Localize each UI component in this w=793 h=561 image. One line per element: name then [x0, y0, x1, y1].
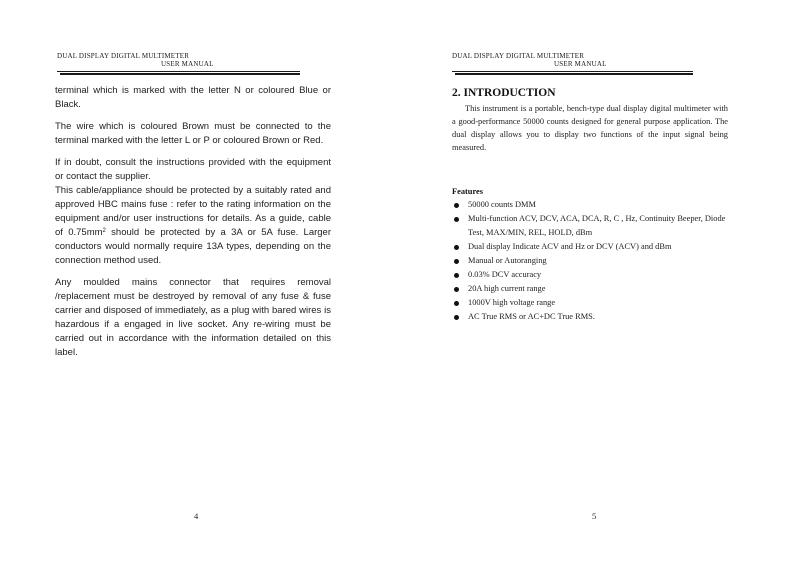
- paragraph-fuse-protection: [55, 184, 331, 268]
- header-rule-thick: [60, 73, 300, 75]
- feature-text: Multi-function ACV, DCV, ACA, DCA, R, C , Hz, Continuity Beeper, Diode Test, MAX/MIN, REL, HOLD, dBm: [468, 214, 726, 237]
- list-item: [452, 254, 728, 268]
- fuse-text-tail: should be protected by a 3A or 5A fuse. Larger conductors would normally require 13A types, depending on the connection method used.: [55, 227, 332, 266]
- superscript-2: 2: [102, 228, 106, 234]
- paragraph-if-in-doubt: If in doubt, consult the instructions provided with the equipment or contact the supplier.: [55, 157, 331, 182]
- section-title: 2. INTRODUCTION: [452, 87, 556, 99]
- list-item: [452, 282, 728, 296]
- feature-text: 20A high current range: [468, 284, 546, 293]
- paragraph-live-wire: The wire which is coloured Brown must be connected to the terminal marked with the letter L or P or coloured Brown or Red.: [55, 121, 331, 146]
- bullet-icon: [454, 301, 459, 306]
- header-subtitle: USER MANUAL: [161, 60, 214, 68]
- header-title: DUAL DISPLAY DIGITAL MULTIMETER: [452, 52, 585, 60]
- features-list: [452, 198, 728, 324]
- bullet-icon: [454, 259, 459, 264]
- bullet-icon: [454, 315, 459, 320]
- feature-text: Manual or Autoranging: [468, 256, 547, 265]
- left-page: [0, 0, 396, 561]
- list-item: [452, 268, 728, 282]
- header-title: DUAL DISPLAY DIGITAL MULTIMETER: [57, 52, 190, 60]
- right-body-text: [452, 86, 728, 324]
- left-body-text: [55, 84, 331, 368]
- bullet-icon: [454, 245, 459, 250]
- header-rule-thin: [452, 71, 693, 72]
- list-item: [452, 212, 728, 240]
- bullet-icon: [454, 217, 459, 222]
- paragraph-neutral-wire: terminal which is marked with the letter N or coloured Blue or Black.: [55, 85, 331, 110]
- bullet-icon: [454, 287, 459, 292]
- feature-text: 1000V high voltage range: [468, 298, 556, 307]
- running-header: [452, 52, 607, 68]
- feature-text: 0.03% DCV accuracy: [468, 270, 542, 279]
- running-header: [57, 52, 214, 68]
- bullet-icon: [454, 273, 459, 278]
- list-item: [452, 198, 728, 212]
- header-rule-thick: [455, 73, 693, 75]
- feature-text: 50000 counts DMM: [468, 200, 536, 209]
- feature-text: Dual display Indicate ACV and Hz or DCV (ACV) and dBm: [468, 242, 672, 251]
- list-item: [452, 240, 728, 254]
- features-heading: Features: [452, 187, 484, 196]
- page-number: 5: [592, 511, 597, 521]
- list-item: [452, 310, 728, 324]
- header-subtitle: USER MANUAL: [554, 60, 607, 68]
- fuse-text-head: This cable/appliance should be protected by a suitably rated and approved HBC mains fuse : refer to the rating information on the equipment and/or user instructions for details. As a guide, cable of 0.75mm: [55, 185, 331, 238]
- list-item: [452, 296, 728, 310]
- right-page: [397, 0, 793, 561]
- paragraph-moulded-connector: Any moulded mains connector that requires removal /replacement must be destroyed by removal of any fuse & fuse carrier and disposed of immediately, as a plug with bared wires is hazardous if a engaged in live socket. Any re-wiring must be carried out in accordance with the information detailed on this label.: [55, 277, 331, 358]
- bullet-icon: [454, 203, 459, 208]
- intro-paragraph: This instrument is a portable, bench-type dual display digital multimeter with a good-performance 50000 counts designed for general purpose application. The dual display allows you to display two functions of the input signal being measured.: [452, 104, 728, 152]
- feature-text: AC True RMS or AC+DC True RMS.: [468, 312, 595, 321]
- header-rule-thin: [57, 71, 300, 72]
- page-number: 4: [194, 511, 199, 521]
